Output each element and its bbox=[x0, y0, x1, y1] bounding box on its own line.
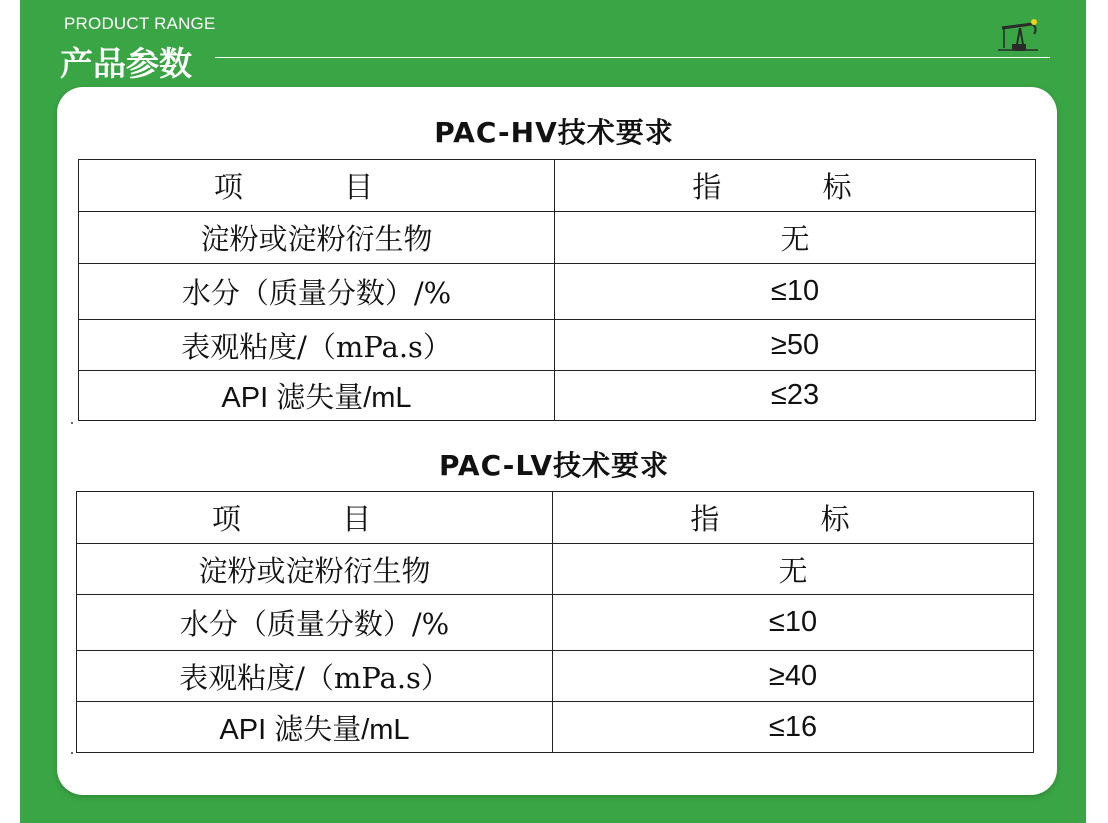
spec-table-lv bbox=[76, 491, 1034, 753]
row-value: ≤10 bbox=[555, 264, 1036, 320]
row-value: ≥40 bbox=[553, 651, 1034, 702]
table-row bbox=[79, 320, 1036, 371]
row-value: ≤23 bbox=[555, 371, 1036, 421]
column-header-value: 指 标 bbox=[555, 160, 1036, 212]
title-divider bbox=[215, 57, 1050, 58]
section-eyebrow: PRODUCT RANGE bbox=[64, 14, 216, 33]
oil-pump-jack-icon bbox=[994, 14, 1042, 56]
row-value: ≤10 bbox=[553, 595, 1034, 651]
section-title: 产品参数 bbox=[60, 44, 192, 83]
row-item: 淀粉或淀粉衍生物 bbox=[79, 212, 555, 264]
table-row bbox=[77, 544, 1034, 595]
row-value: ≤16 bbox=[553, 702, 1034, 753]
table-anchor-mark bbox=[71, 422, 73, 424]
row-item: 表观粘度/（mPa.s） bbox=[77, 651, 553, 702]
row-value: ≥50 bbox=[555, 320, 1036, 371]
row-item: 表观粘度/（mPa.s） bbox=[79, 320, 555, 371]
row-item: 淀粉或淀粉衍生物 bbox=[77, 544, 553, 595]
spec-table-hv bbox=[78, 159, 1036, 421]
table-header-row bbox=[77, 492, 1034, 544]
table-header-row bbox=[79, 160, 1036, 212]
table-row bbox=[77, 595, 1034, 651]
row-item: 水分（质量分数）/% bbox=[79, 264, 555, 320]
row-value: 无 bbox=[553, 544, 1034, 595]
table-row bbox=[77, 651, 1034, 702]
table-row bbox=[79, 371, 1036, 421]
table-row bbox=[79, 264, 1036, 320]
table-row bbox=[77, 702, 1034, 753]
column-header-item: 项 目 bbox=[79, 160, 555, 212]
row-item: API 滤失量/mL bbox=[77, 702, 553, 753]
table-title-hv: PAC-HV技术要求 bbox=[434, 116, 674, 149]
row-value: 无 bbox=[555, 212, 1036, 264]
row-item: API 滤失量/mL bbox=[79, 371, 555, 421]
row-item: 水分（质量分数）/% bbox=[77, 595, 553, 651]
table-row bbox=[79, 212, 1036, 264]
column-header-value: 指 标 bbox=[553, 492, 1034, 544]
table-title-lv: PAC-LV技术要求 bbox=[438, 449, 670, 482]
table-anchor-mark bbox=[71, 752, 73, 754]
column-header-item: 项 目 bbox=[77, 492, 553, 544]
